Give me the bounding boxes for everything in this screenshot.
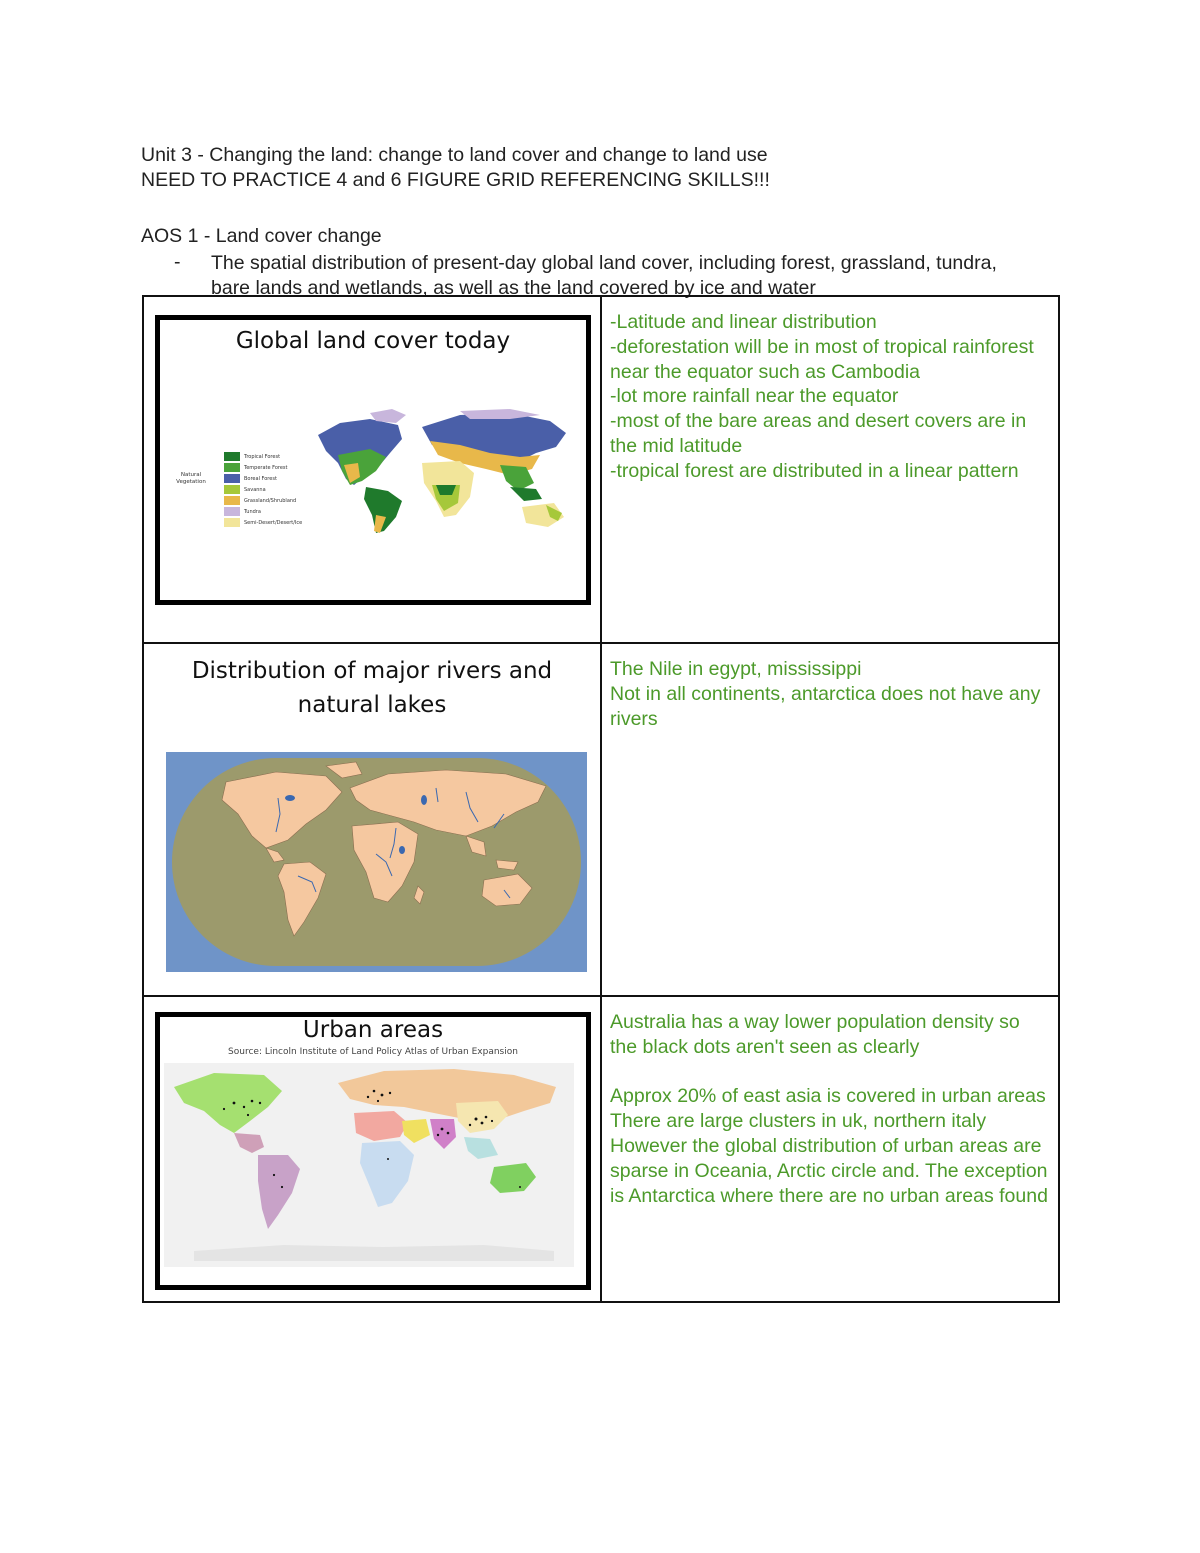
note-line: -tropical forest are distributed in a linear pattern — [610, 459, 1019, 482]
urban-areas-slide — [155, 1012, 591, 1290]
legend-swatch — [224, 485, 240, 494]
bullet-marker: - — [174, 251, 181, 273]
legend-label: Tundra — [244, 509, 261, 515]
legend-swatch — [224, 496, 240, 505]
practice-note: NEED TO PRACTICE 4 and 6 FIGURE GRID REFERENCING SKILLS!!! — [141, 169, 770, 191]
image-cell — [143, 296, 601, 643]
note-spacer — [610, 1060, 1050, 1085]
bullet-text: The spatial distribution of present-day global land cover, including forest, grassland, tundra, bare lands and wetlands, as well as the land covered by ice and water — [211, 252, 997, 299]
rivers-lakes-map — [166, 752, 587, 972]
notes-text — [602, 644, 1058, 731]
note-line: -most of the bare areas and desert covers are in the mid latitude — [610, 410, 1027, 457]
image-cell — [143, 643, 601, 996]
legend-swatch — [224, 463, 240, 472]
notes-cell — [601, 296, 1059, 643]
legend-label: Boreal Forest — [244, 476, 277, 482]
slide-title-line: Distribution of major rivers and — [191, 658, 553, 684]
note-line: There are large clusters in uk, northern italy — [610, 1110, 987, 1133]
slide-source: Source: Lincoln Institute of Land Policy Atlas of Urban Expansion — [228, 1047, 518, 1057]
notes-text — [602, 997, 1058, 1208]
note-line: However the global distribution of urban areas are sparse in Oceania, Arctic circle and. The exception is Antarctica where there are no urban areas found — [610, 1134, 1048, 1207]
slide-title — [144, 654, 600, 722]
unit-heading: Unit 3 - Changing the land: change to land cover and change to land use — [141, 144, 768, 166]
legend-title: Natural Vegetation — [176, 472, 206, 485]
note-line: -Latitude and linear distribution — [610, 311, 877, 333]
legend-swatch — [224, 452, 240, 461]
notes-cell — [601, 996, 1059, 1302]
table-row — [143, 996, 1059, 1302]
legend-label: Savanna — [244, 487, 266, 493]
notes-text — [602, 297, 1058, 484]
note-line: Not in all continents, antarctica does not have any rivers — [610, 682, 1041, 730]
legend-swatch — [224, 474, 240, 483]
note-line: -deforestation will be in most of tropical rainforest near the equator such as Cambodia — [610, 335, 1034, 383]
image-cell — [143, 996, 601, 1302]
aos-heading: AOS 1 - Land cover change — [141, 225, 382, 247]
note-line: -lot more rainfall near the equator — [610, 385, 899, 408]
table-row — [143, 296, 1059, 643]
land-cover-map — [310, 405, 572, 535]
legend-label: Temperate Forest — [244, 465, 288, 471]
slide-title: Global land cover today — [235, 328, 511, 354]
land-cover-slide — [155, 315, 591, 605]
urban-areas-map — [164, 1063, 574, 1267]
notes-table — [142, 295, 1060, 1303]
legend-swatch — [224, 518, 240, 527]
note-line: Australia has a way lower population density so the black dots aren't seen as clearly — [610, 1011, 1020, 1058]
note-line: The Nile in egypt, mississippi — [610, 658, 862, 680]
slide-title-line: natural lakes — [297, 692, 447, 718]
legend-swatch — [224, 507, 240, 516]
slide-title: Urban areas — [302, 1017, 444, 1043]
table-row — [143, 643, 1059, 996]
notes-cell — [601, 643, 1059, 996]
legend-label: Grassland/Shrubland — [244, 498, 297, 504]
legend-label: Tropical Forest — [244, 454, 281, 460]
legend-label: Semi-Desert/Desert/Ice — [244, 520, 303, 526]
note-line: Approx 20% of east asia is covered in urban areas — [610, 1085, 1046, 1108]
